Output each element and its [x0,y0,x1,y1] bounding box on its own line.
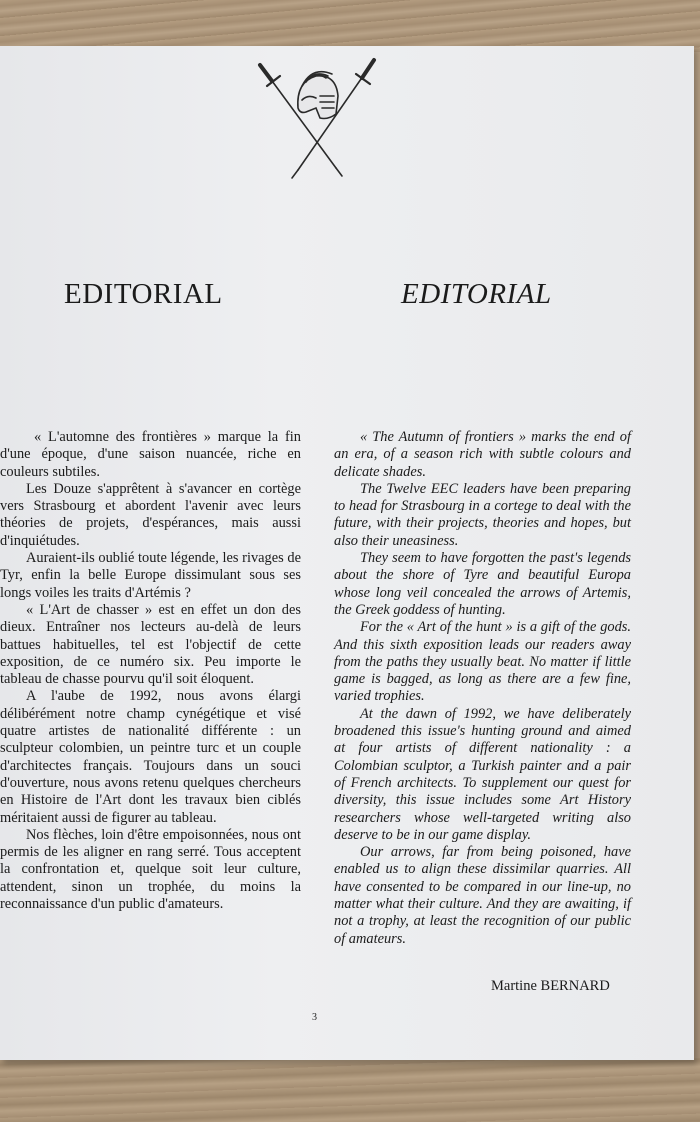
author-signature: Martine BERNARD [491,978,610,994]
helmet-crossed-swords-icon [250,56,382,184]
english-column [334,429,631,948]
english-paragraph: For the « Art of the hunt » is a gift of the gods. And this sixth exposition leads our readers away from the paths they usually beat. No matter if little game is bagged, as long as there are a few fine, varied trophies. [334,619,631,705]
english-paragraph: They seem to have forgotten the past's legends about the shore of Tyre and beautiful Europa whose long veil concealed the arrows of Artemis, the Greek goddess of hunting. [334,550,631,618]
english-paragraph: « The Autumn of frontiers » marks the end of an era, of a season rich with subtle colours and delicate shades. [334,429,631,480]
page-number: 3 [312,1012,317,1023]
english-paragraph: The Twelve EEC leaders have been preparing to head for Strasbourg in a cortege to deal with the future, with their projects, theories and hopes, but also their uneasiness. [334,480,631,549]
title-english: EDITORIAL [401,278,552,310]
french-paragraph: « L'automne des frontières » marque la fin d'une époque, d'une saison nuancée, riche en couleurs subtiles. [0,429,301,480]
english-paragraph: Our arrows, far from being poisoned, have enabled us to align these dissimilar quarries. All have consented to be compared in our line-up, no matter what their culture. And they are awaiting, if not a trophy, at least the recognition of our public of amateurs. [334,844,631,947]
french-column [0,429,301,913]
french-paragraph: Auraient-ils oublié toute légende, les rivages de Tyr, enfin la belle Europe dissimulant sous ses longs voiles les traits d'Artémis ? [0,550,301,601]
french-paragraph: « L'Art de chasser » est en effet un don des dieux. Entraîner nos lecteurs au-delà de leurs battues habituelles, tel est l'objectif de cette exposition, de ce numéro six. Peu importe le tableau de chasse pourvu qu'il soit éloquent. [0,601,301,688]
french-paragraph: Les Douze s'apprêtent à s'avancer en cortège vers Strasbourg et abordent l'avenir avec leurs théories de projets, d'espérances, mais aussi d'inquiétudes. [0,480,301,549]
title-french: EDITORIAL [64,278,223,310]
french-paragraph: A l'aube de 1992, nous avons élargi délibérément notre champ cynégétique et visé quatre artistes de nationalité différente : un sculpteur colombien, un peintre turc et un couple d'architectes français. Toujours dans un souci d'ouverture, nous avons retenu quelques chercheurs en Histoire de l'Art dont les travaux bien ciblés méritaient aussi de figurer au tableau. [0,688,301,826]
french-paragraph: Nos flèches, loin d'être empoisonnées, nous ont permis de les aligner en rang serré. Tous acceptent la confrontation et, quelque soit leur culture, attendent, sinon un trophée, du moins la reconnaissance d'un public d'amateurs. [0,826,301,913]
wooden-table-bottom [0,1058,700,1122]
magazine-page [0,46,694,1060]
english-paragraph: At the dawn of 1992, we have deliberately broadened this issue's hunting ground and aimed at four artists of different nationality : a Colombian sculptor, a Turkish painter and a pair of French architects. To supplement our quest for diversity, this issue includes some Art History researchers whose well-targeted writing also deserve to be in our game display. [334,705,631,843]
wooden-table-top [0,0,700,52]
